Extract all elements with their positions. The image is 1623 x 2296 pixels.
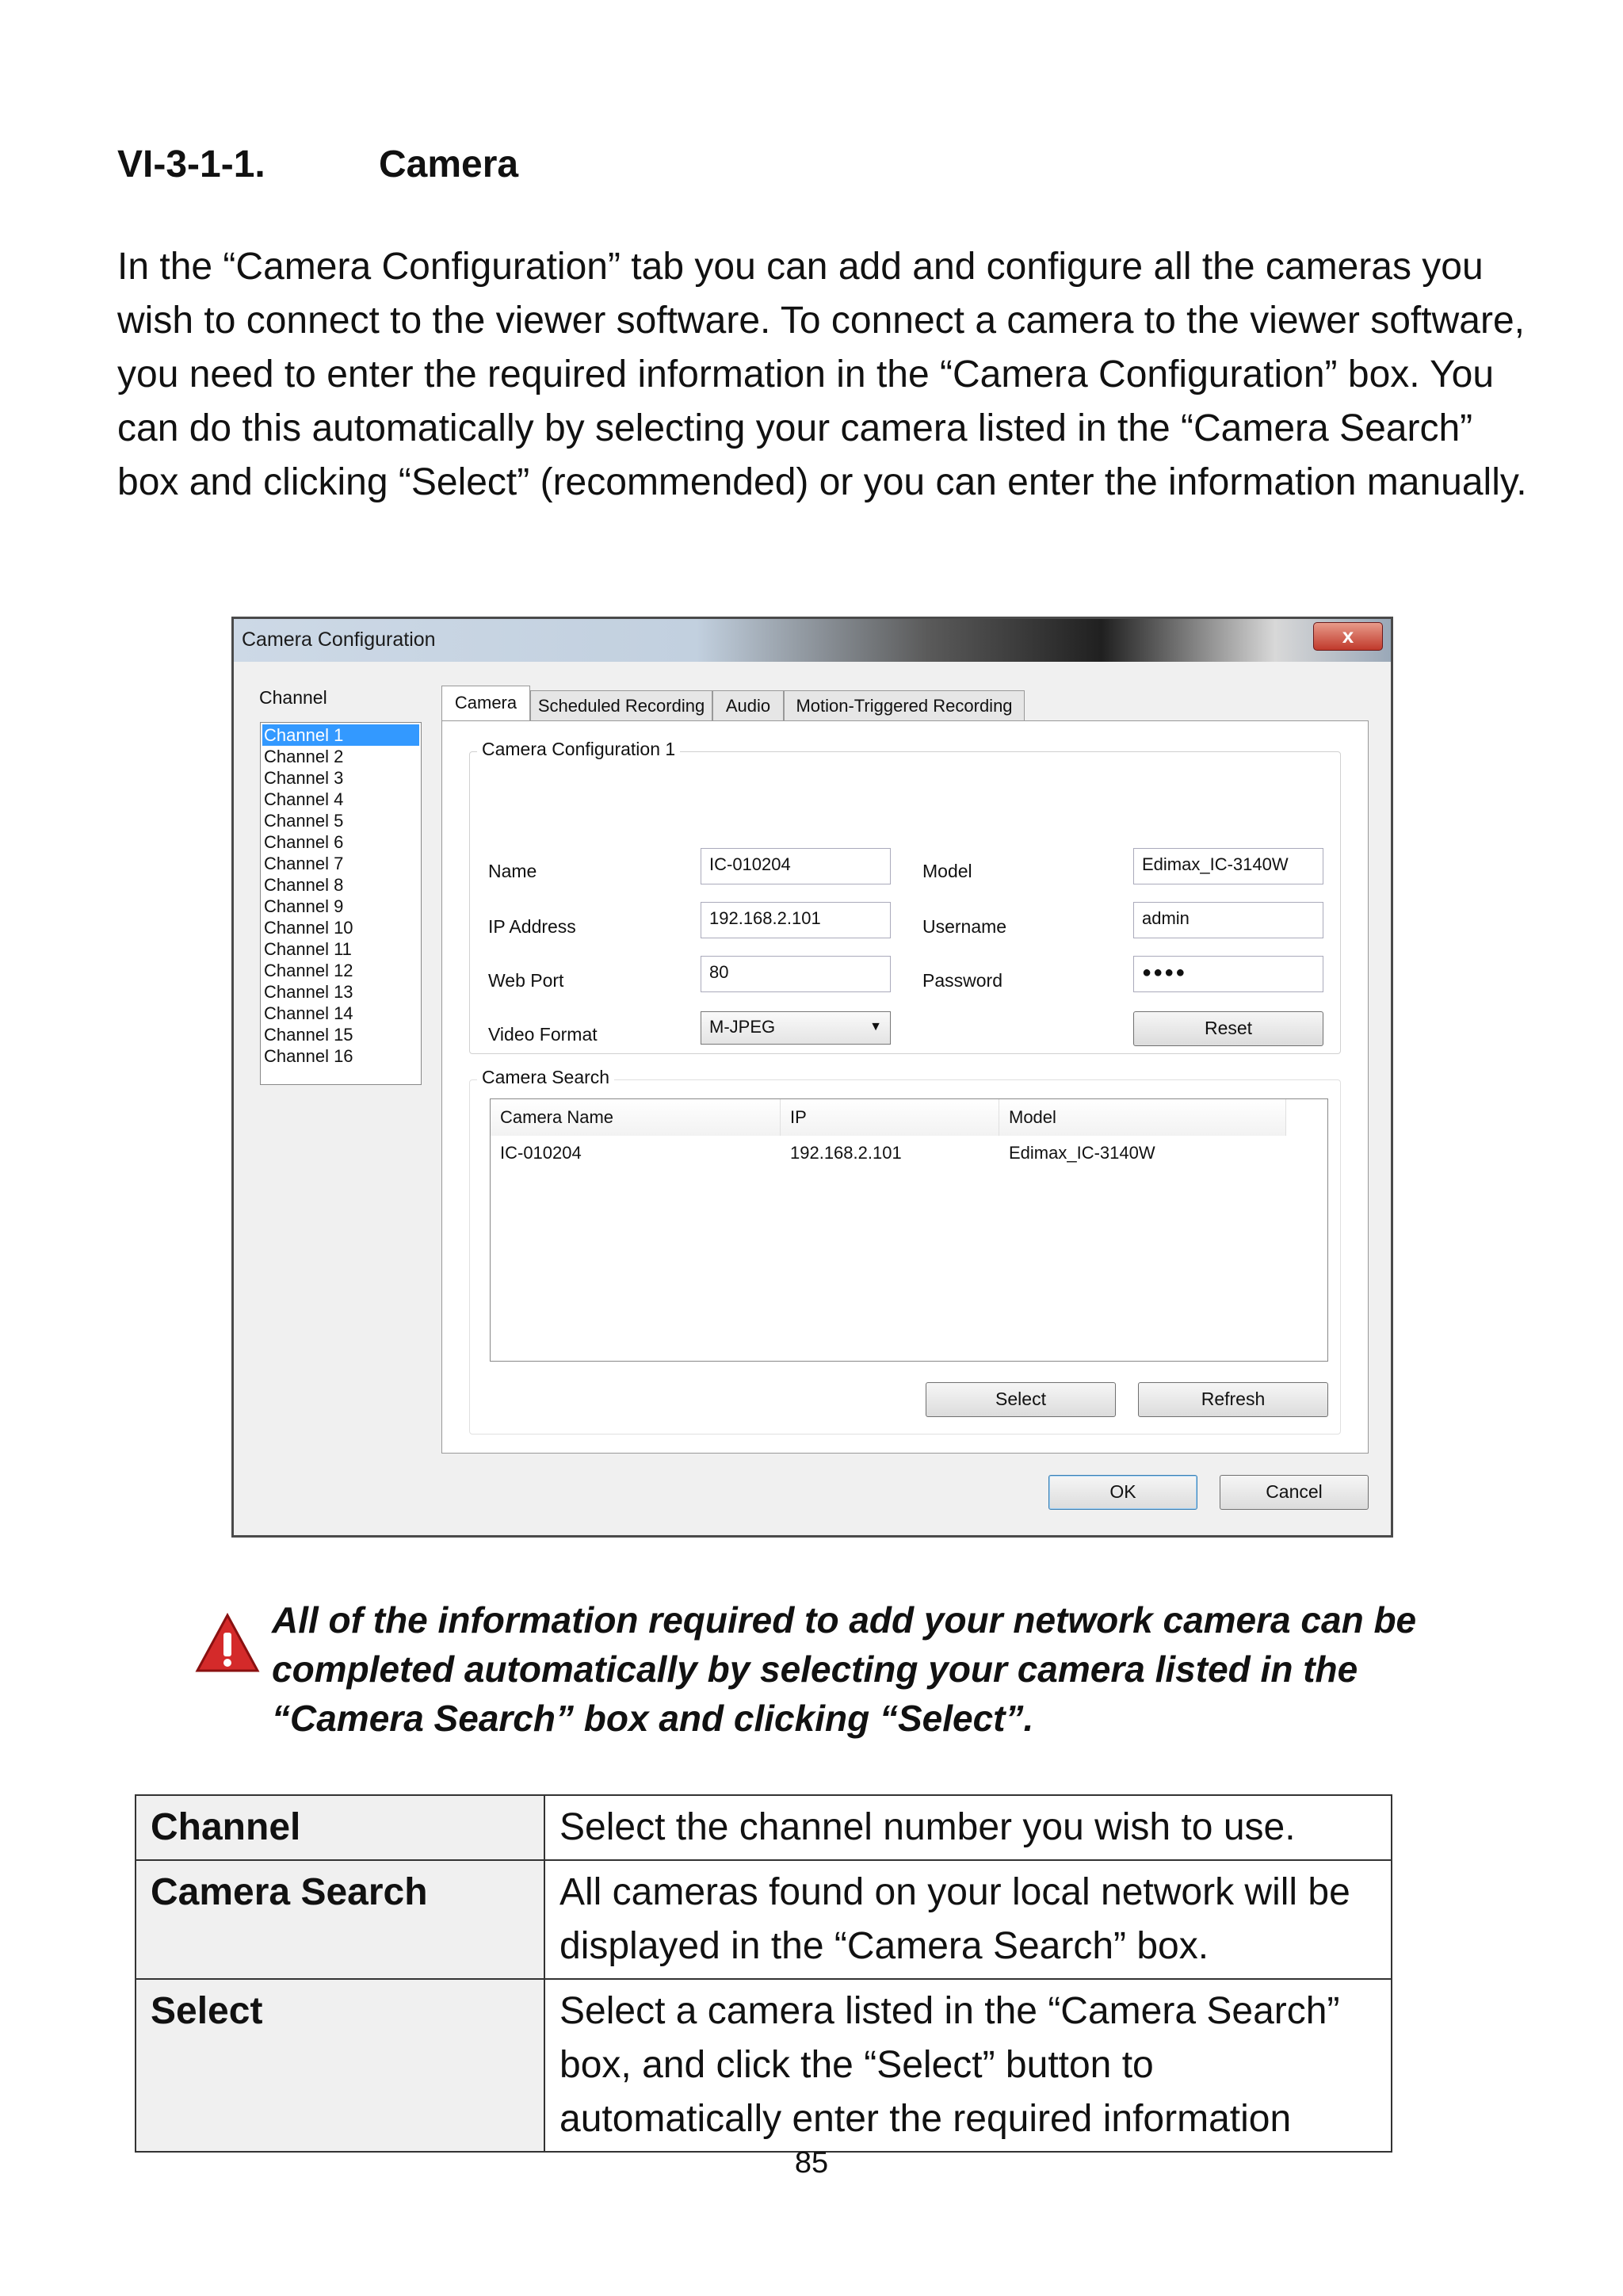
- password-input[interactable]: ●●●●: [1133, 956, 1323, 992]
- channel-item[interactable]: Channel 10: [264, 918, 353, 938]
- username-label: Username: [922, 916, 1007, 937]
- select-button[interactable]: Select: [926, 1382, 1116, 1417]
- chevron-down-icon: ▼: [869, 1020, 882, 1033]
- channel-label: Channel: [259, 687, 327, 708]
- row-model[interactable]: Edimax_IC-3140W: [1009, 1143, 1155, 1163]
- video-format-label: Video Format: [488, 1024, 598, 1045]
- camera-tab-panel: [441, 720, 1369, 1454]
- channel-item[interactable]: Channel 15: [264, 1025, 353, 1045]
- intro-paragraph: In the “Camera Configuration” tab you can add and configure all the cameras you wish to connect to the viewer software. To connect a camera to the viewer software, you need to enter the required information in the “Camera Configuration” box. You can do this automatically by selecting your camera listed in the “Camera Search” box and clicking “Select” (recommended) or you can enter the information manually.: [117, 246, 1527, 503]
- warning-note: All of the information required to add your network camera can be completed automatically by selecting your camera listed in the “Camera Search” box and clicking “Select”.: [272, 1599, 1417, 1739]
- tab-camera[interactable]: Camera: [441, 686, 530, 722]
- section-number: VI-3-1-1.: [117, 143, 265, 185]
- tab-audio[interactable]: Audio: [712, 690, 784, 720]
- channel-item[interactable]: Channel 5: [264, 811, 344, 831]
- refresh-button[interactable]: Refresh: [1138, 1382, 1328, 1417]
- channel-list[interactable]: [260, 722, 422, 1085]
- video-format-value: M-JPEG: [709, 1017, 776, 1037]
- channel-item[interactable]: Channel 8: [264, 875, 344, 895]
- video-format-select[interactable]: [701, 1011, 891, 1045]
- model-label: Model: [922, 861, 972, 881]
- ip-address-label: IP Address: [488, 916, 576, 937]
- web-port-label: Web Port: [488, 970, 564, 991]
- channel-item[interactable]: Channel 1: [262, 724, 419, 746]
- table-row: [136, 1979, 1392, 2152]
- title-bar: [234, 619, 1391, 662]
- ip-address-input[interactable]: 192.168.2.101: [701, 902, 891, 938]
- row-ip[interactable]: 192.168.2.101: [790, 1143, 902, 1163]
- table-value: Select the channel number you wish to use.: [544, 1795, 1392, 1860]
- channel-item[interactable]: Channel 14: [264, 1003, 353, 1023]
- table-key: Channel: [136, 1795, 544, 1860]
- column-header-camera-name[interactable]: Camera Name: [491, 1099, 781, 1136]
- page-number: 85: [794, 2146, 829, 2179]
- channel-item[interactable]: Channel 9: [264, 896, 344, 916]
- username-input[interactable]: admin: [1133, 902, 1323, 938]
- table-key: Camera Search: [136, 1860, 544, 1979]
- name-input[interactable]: IC-010204: [701, 848, 891, 884]
- channel-item[interactable]: Channel 3: [264, 768, 344, 788]
- tab-motion-triggered-recording[interactable]: Motion-Triggered Recording: [784, 690, 1025, 720]
- channel-item[interactable]: Channel 4: [264, 789, 344, 809]
- channel-item[interactable]: Channel 7: [264, 854, 344, 873]
- channel-item[interactable]: Channel 12: [264, 961, 353, 980]
- table-row: [136, 1795, 1392, 1860]
- channel-item[interactable]: Channel 2: [264, 747, 344, 766]
- camera-configuration-group-label: Camera Configuration 1: [477, 739, 680, 760]
- camera-configuration-window: [231, 617, 1393, 1538]
- password-label: Password: [922, 970, 1002, 991]
- table-row: [136, 1860, 1392, 1979]
- channel-item[interactable]: Channel 6: [264, 832, 344, 852]
- channel-item[interactable]: Channel 13: [264, 982, 353, 1002]
- window-title: Camera Configuration: [242, 628, 436, 651]
- reset-button[interactable]: Reset: [1133, 1011, 1323, 1046]
- web-port-input[interactable]: 80: [701, 956, 891, 992]
- column-header-ip[interactable]: IP: [781, 1099, 999, 1136]
- row-camera-name[interactable]: IC-010204: [500, 1143, 582, 1163]
- name-label: Name: [488, 861, 537, 881]
- table-value: Select a camera listed in the “Camera Search” box, and click the “Select” button to automatically enter the required information: [544, 1979, 1392, 2152]
- definitions-table: [135, 1794, 1392, 2153]
- column-header-model[interactable]: Model: [999, 1099, 1286, 1136]
- section-title: Camera: [379, 143, 519, 185]
- camera-search-list[interactable]: [490, 1098, 1328, 1362]
- ok-button[interactable]: OK: [1048, 1475, 1197, 1510]
- table-value: All cameras found on your local network will be displayed in the “Camera Search” box.: [544, 1860, 1392, 1979]
- channel-item[interactable]: Channel 11: [264, 939, 352, 959]
- warning-icon: [194, 1610, 261, 1677]
- camera-search-group-label: Camera Search: [477, 1067, 614, 1088]
- model-input[interactable]: Edimax_IC-3140W: [1133, 848, 1323, 884]
- close-icon[interactable]: x: [1313, 622, 1383, 651]
- tab-scheduled-recording[interactable]: Scheduled Recording: [530, 690, 712, 720]
- table-key: Select: [136, 1979, 544, 2152]
- channel-item[interactable]: Channel 16: [264, 1046, 353, 1066]
- cancel-button[interactable]: Cancel: [1220, 1475, 1369, 1510]
